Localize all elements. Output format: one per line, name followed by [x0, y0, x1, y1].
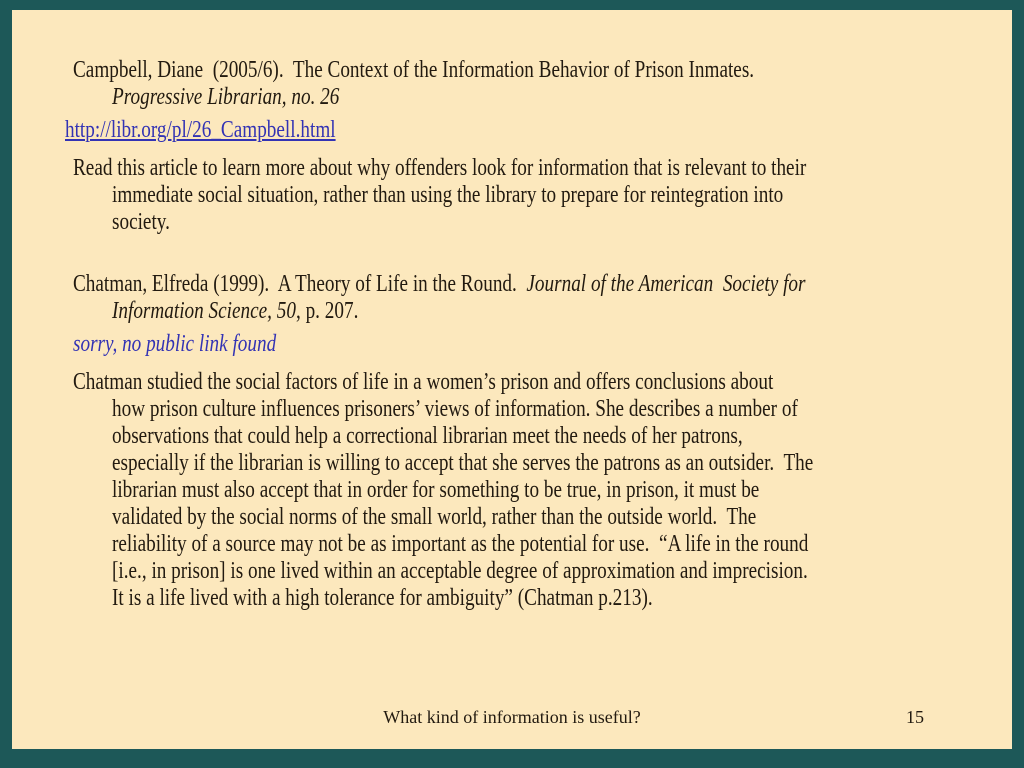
citation-campbell — [73, 57, 924, 111]
citation-chatman-line2-page: , p. 207. — [295, 298, 359, 324]
link-block — [65, 117, 403, 144]
slide-footer-title: What kind of information is useful? — [383, 707, 641, 727]
citation-chatman-line1-journal: Journal of the American Society for — [526, 271, 806, 297]
paragraph-chatman-line8: [i.e., in prison] is one lived within an acceptable degree of approximation and imprecision. — [112, 558, 808, 584]
citation-chatman — [73, 271, 989, 325]
slide-page-number: 15 — [906, 707, 924, 727]
citation-chatman-line1-roman: Chatman, Elfreda (1999). A Theory of Life in the Round. — [73, 271, 527, 297]
slide-canvas — [12, 10, 1012, 749]
paragraph-campbell-line2: immediate social situation, rather than using the library to prepare for reintegration into — [112, 182, 784, 208]
citation-campbell-journal: Progressive Librarian, no. 26 — [112, 84, 340, 110]
paragraph-chatman-line1: Chatman studied the social factors of life in a women’s prison and offers conclusions about — [73, 369, 774, 395]
paragraph-chatman-line9: It is a life lived with a high tolerance for ambiguity” (Chatman p.213). — [112, 585, 653, 611]
no-public-link-note: sorry, no public link found — [73, 331, 277, 357]
paragraph-campbell-line3: society. — [112, 209, 170, 235]
citation-chatman-line1 — [73, 271, 805, 298]
paragraph-campbell-summary — [73, 155, 990, 236]
paragraph-chatman-line4: especially if the librarian is willing to accept that she serves the patrons as an outsider. The — [112, 450, 814, 476]
paragraph-campbell-line1: Read this article to learn more about why offenders look for information that is relevant to their — [73, 155, 807, 181]
citation-chatman-line2-journal: Information Science, 50 — [112, 298, 296, 324]
citation-campbell-line1: Campbell, Diane (2005/6). The Context of the Information Behavior of Prison Inmates. — [73, 57, 755, 83]
paragraph-chatman-line2: how prison culture influences prisoners’ views of information. She describes a number of — [112, 396, 798, 422]
citation-chatman-line2 — [112, 298, 813, 325]
campbell-article-link[interactable]: http://libr.org/pl/26_Campbell.html — [65, 117, 336, 143]
paragraph-chatman-line3: observations that could help a correctional librarian meet the needs of her patrons, — [112, 423, 743, 449]
no-link-note-block — [73, 331, 327, 358]
paragraph-chatman-line7: reliability of a source may not be as important as the potential for use. “A life in the round — [112, 531, 809, 557]
paragraph-chatman-line5: librarian must also accept that in order for something to be true, in prison, it must be — [112, 477, 760, 503]
paragraph-chatman-line6: validated by the social norms of the small world, rather than the outside world. The — [112, 504, 757, 530]
paragraph-chatman-summary — [73, 369, 989, 612]
